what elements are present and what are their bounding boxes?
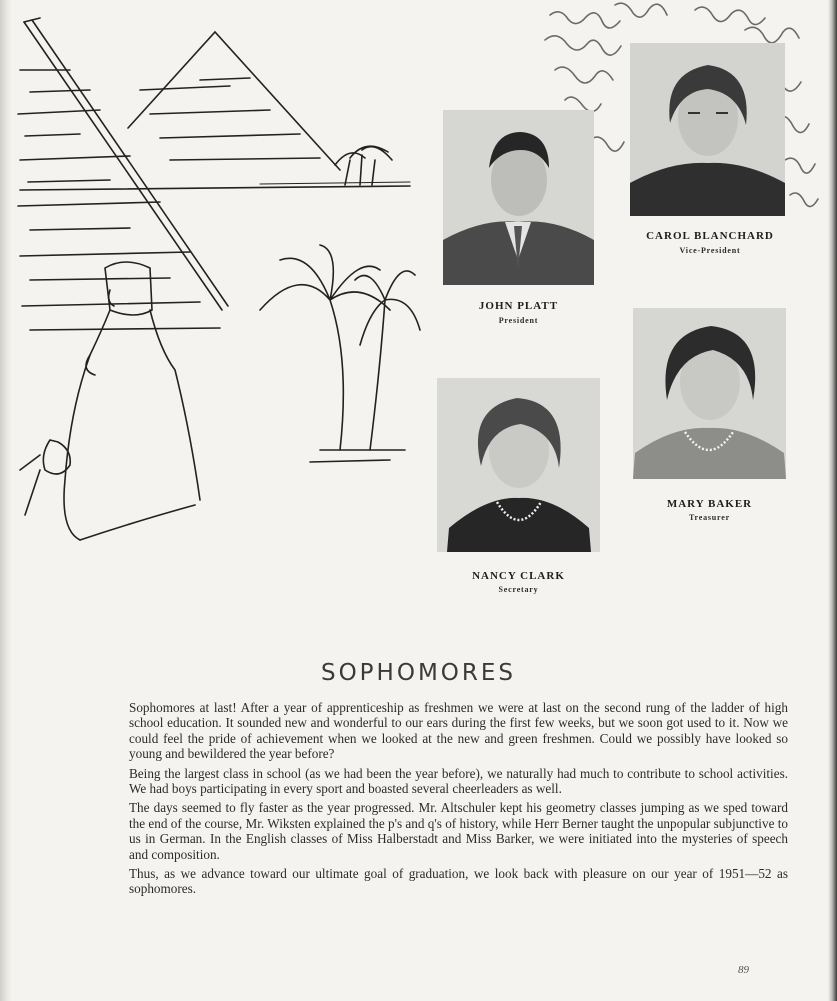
portrait-carol-blanchard [630,43,785,216]
officer-name: JOHN PLATT [478,300,559,312]
portrait-nancy-clark [437,378,600,552]
officer-role: Vice-President [679,246,741,255]
article-body [129,700,788,901]
page-number: 89 [738,964,749,976]
officer-name: MARY BAKER [666,498,753,510]
officer-role: President [498,316,539,325]
paragraph: Sophomores at last! After a year of apprenticeship as freshmen we were at last on the second rung of the ladder of high school education. It sounded new and wonderful to our ears during the first few weeks, but we soon got used to it. Now we could feel the pride of achievement when we looked at the new and green freshmen. Could we possibly have looked so young and bewildered the year before? [129,700,788,762]
officer-name: NANCY CLARK [472,570,565,582]
pyramid-sketch-illustration [10,10,430,550]
paragraph: Thus, as we advance toward our ultimate goal of graduation, we look back with pleasure on our year of 1951—52 as sophomores. [129,866,788,897]
paragraph: Being the largest class in school (as we had been the year before), we naturally had much to contribute to school activities. We had boys participating in every sport and boasted several cheerleaders as well. [129,765,788,797]
officer-name: CAROL BLANCHARD [646,230,774,242]
page-title: SOPHOMORES [320,660,517,687]
officer-role: Treasurer [689,513,730,522]
officer-role: Secretary [498,585,539,594]
paragraph: The days seemed to fly faster as the year progressed. Mr. Altschuler kept his geometry classes jumping as we sped toward the end of the course, Mr. Wiksten explained the p's and q's of history, while Herr Berner taught the unpopular subjunctive to us in German. In the English classes of Miss Halberstadt and Miss Barker, we were initiated into the mysteries of speech and composition. [129,800,788,862]
portrait-john-platt [443,110,594,285]
portrait-mary-baker [633,308,786,479]
